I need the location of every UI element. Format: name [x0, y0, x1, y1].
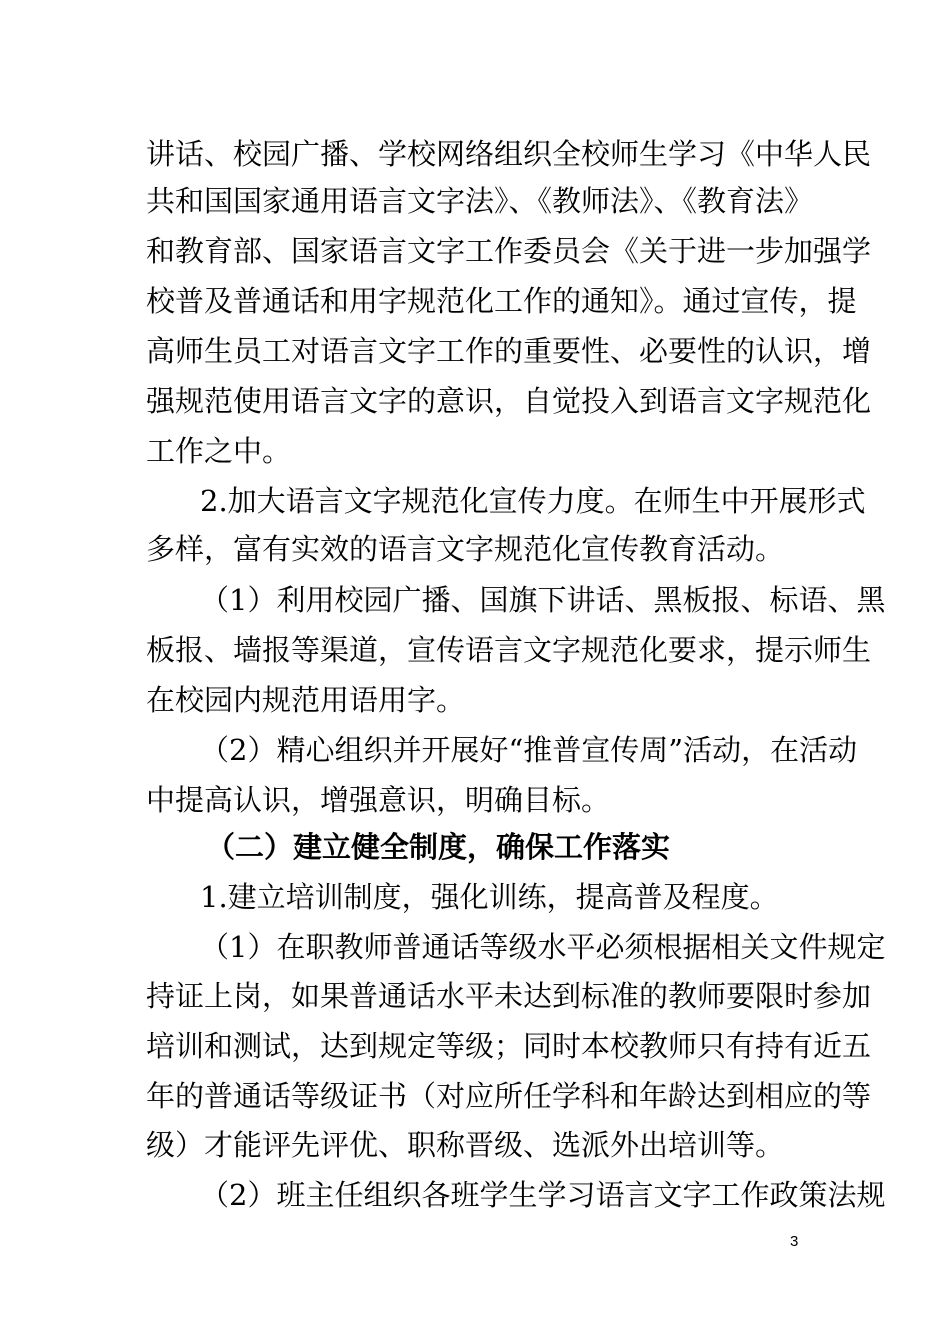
text-line: 工作之中。 — [146, 434, 292, 468]
text-line: 讲话、校园广播、学校网络组织全校师生学习《中华人民 — [146, 137, 872, 171]
text-line: 年的普通话等级证书（对应所任学科和年龄达到相应的等 — [146, 1079, 872, 1113]
text-line: 高师生员工对语言文字工作的重要性、必要性的认识，增 — [146, 334, 872, 368]
text-line: （1）在职教师普通话等级水平必须根据相关文件规定 — [200, 930, 886, 964]
text-line: 共和国国家通用语言文字法》、《教师法》、《教育法》 — [146, 184, 814, 218]
text-line: （2）班主任组织各班学生学习语言文字工作政策法规 — [200, 1178, 886, 1212]
page-number: 3 — [790, 1233, 799, 1250]
text-line: 中提高认识，增强意识，明确目标。 — [146, 783, 611, 817]
text-line: 2.加大语言文字规范化宣传力度。在师生中开展形式 — [200, 484, 866, 518]
text-line: （2）精心组织并开展好“推普宣传周”活动，在活动 — [200, 733, 858, 767]
text-line: （1）利用校园广播、国旗下讲话、黑板报、标语、黑 — [200, 583, 886, 617]
section-heading: （二）建立健全制度，确保工作落实 — [206, 830, 671, 864]
text-line: 和教育部、国家语言文字工作委员会《关于进一步加强学 — [146, 234, 872, 268]
text-line: 板报、墙报等渠道，宣传语言文字规范化要求，提示师生 — [146, 633, 872, 667]
text-line: 培训和测试，达到规定等级；同时本校教师只有持有近五 — [146, 1029, 872, 1063]
text-line: 强规范使用语言文字的意识，自觉投入到语言文字规范化 — [146, 384, 872, 418]
text-line: 多样，富有实效的语言文字规范化宣传教育活动。 — [146, 532, 785, 566]
text-line: 级）才能评先评优、职称晋级、选派外出培训等。 — [146, 1128, 785, 1162]
text-line: 1.建立培训制度，强化训练，提高普及程度。 — [200, 880, 779, 914]
text-line: 校普及普通话和用字规范化工作的通知》。通过宣传，提 — [146, 284, 857, 318]
text-line: 在校园内规范用语用字。 — [146, 683, 466, 717]
text-line: 持证上岗，如果普通话水平未达到标准的教师要限时参加 — [146, 979, 872, 1013]
